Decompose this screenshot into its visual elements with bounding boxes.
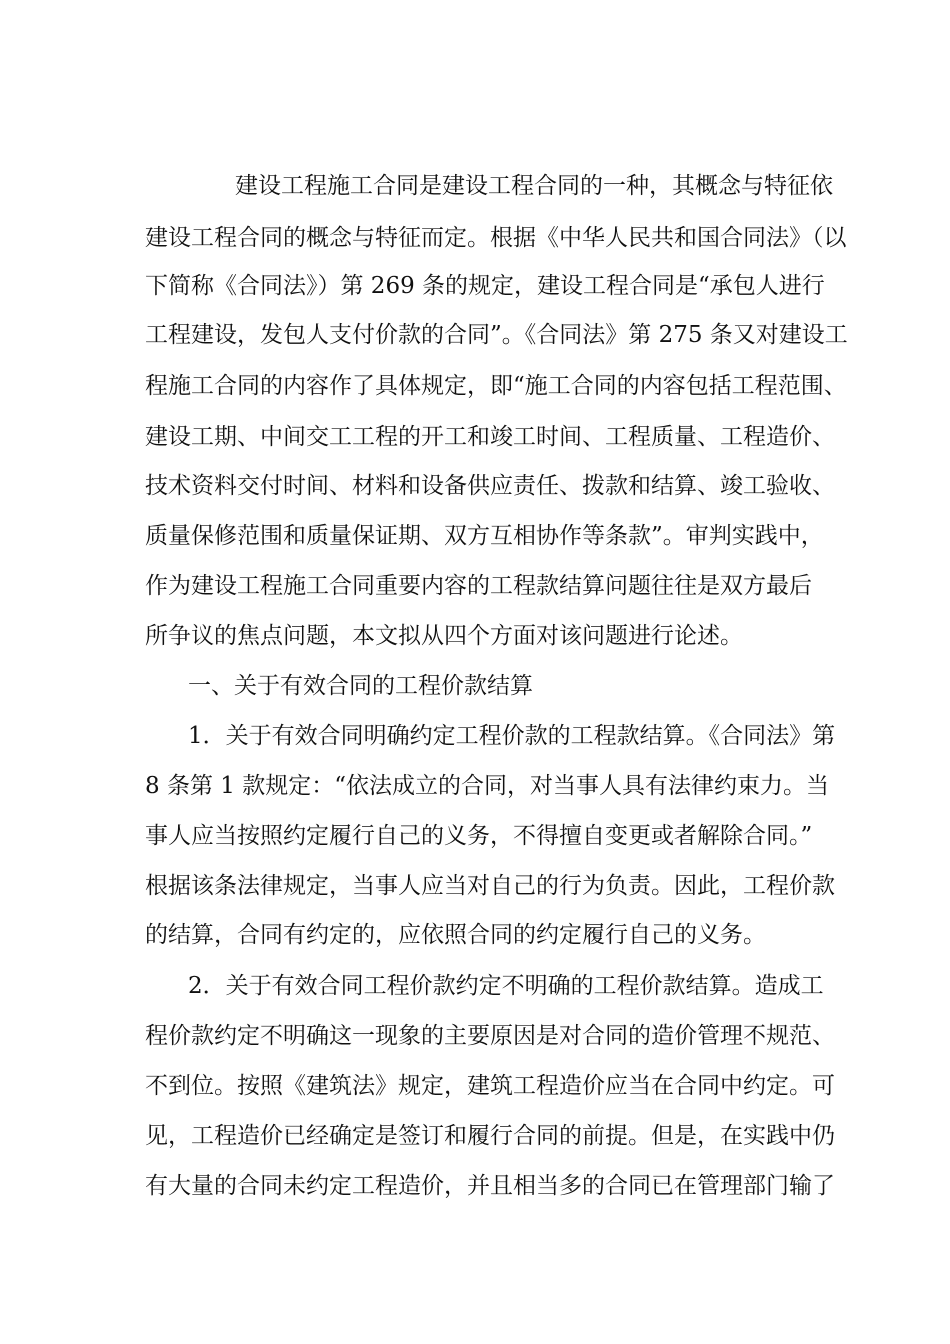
paragraph-1-line-3: 下简称《合同法》）第 269 条的规定，建设工程合同是“承包人进行 — [145, 273, 825, 299]
paragraph-1-line-1: 建设工程施工合同是建设工程合同的一种，其概念与特征依 — [235, 173, 833, 199]
paragraph-3-line-2: 程价款约定不明确这一现象的主要原因是对合同的造价管理不规范、 — [145, 1023, 835, 1049]
paragraph-3-line-5: 有大量的合同未约定工程造价，并且相当多的合同已在管理部门输了 — [145, 1173, 835, 1199]
paragraph-1-line-2: 建设工程合同的概念与特征而定。根据《中华人民共和国合同法》（以 — [145, 225, 847, 251]
section-heading: 一、关于有效合同的工程价款结算 — [188, 673, 533, 699]
paragraph-2-line-3: 事人应当按照约定履行自己的义务，不得擅自变更或者解除合同。” — [145, 823, 813, 849]
paragraph-2-line-4: 根据该条法律规定，当事人应当对自己的行为负责。因此，工程价款 — [145, 873, 835, 899]
paragraph-1-line-10: 所争议的焦点问题，本文拟从四个方面对该问题进行论述。 — [145, 623, 743, 649]
paragraph-2-line-1: 1．关于有效合同明确约定工程价款的工程款结算。《合同法》第 — [188, 723, 836, 749]
paragraph-2-line-2: 8 条第 1 款规定：“依法成立的合同，对当事人具有法律约束力。当 — [145, 773, 829, 799]
paragraph-3-line-4: 见，工程造价已经确定是签订和履行合同的前提。但是，在实践中仍 — [145, 1123, 835, 1149]
paragraph-2-line-5: 的结算，合同有约定的，应依照合同的约定履行自己的义务。 — [145, 922, 766, 948]
paragraph-1-line-7: 技术资料交付时间、材料和设备供应责任、拨款和结算、竣工验收、 — [145, 473, 835, 499]
paragraph-1-line-4: 工程建设，发包人支付价款的合同”。《合同法》第 275 条又对建设工 — [145, 322, 848, 348]
paragraph-3-line-1: 2．关于有效合同工程价款约定不明确的工程价款结算。造成工 — [188, 973, 824, 999]
paragraph-1-line-9: 作为建设工程施工合同重要内容的工程款结算问题往往是双方最后 — [145, 573, 812, 599]
paragraph-3-line-3: 不到位。按照《建筑法》规定，建筑工程造价应当在合同中约定。可 — [145, 1073, 835, 1099]
paragraph-1-line-5: 程施工合同的内容作了具体规定，即“施工合同的内容包括工程范围、 — [145, 373, 847, 399]
paragraph-1-line-8: 质量保修范围和质量保证期、双方互相协作等条款”。审判实践中， — [145, 523, 824, 549]
paragraph-1-line-6: 建设工期、中间交工工程的开工和竣工时间、工程质量、工程造价、 — [145, 424, 835, 450]
